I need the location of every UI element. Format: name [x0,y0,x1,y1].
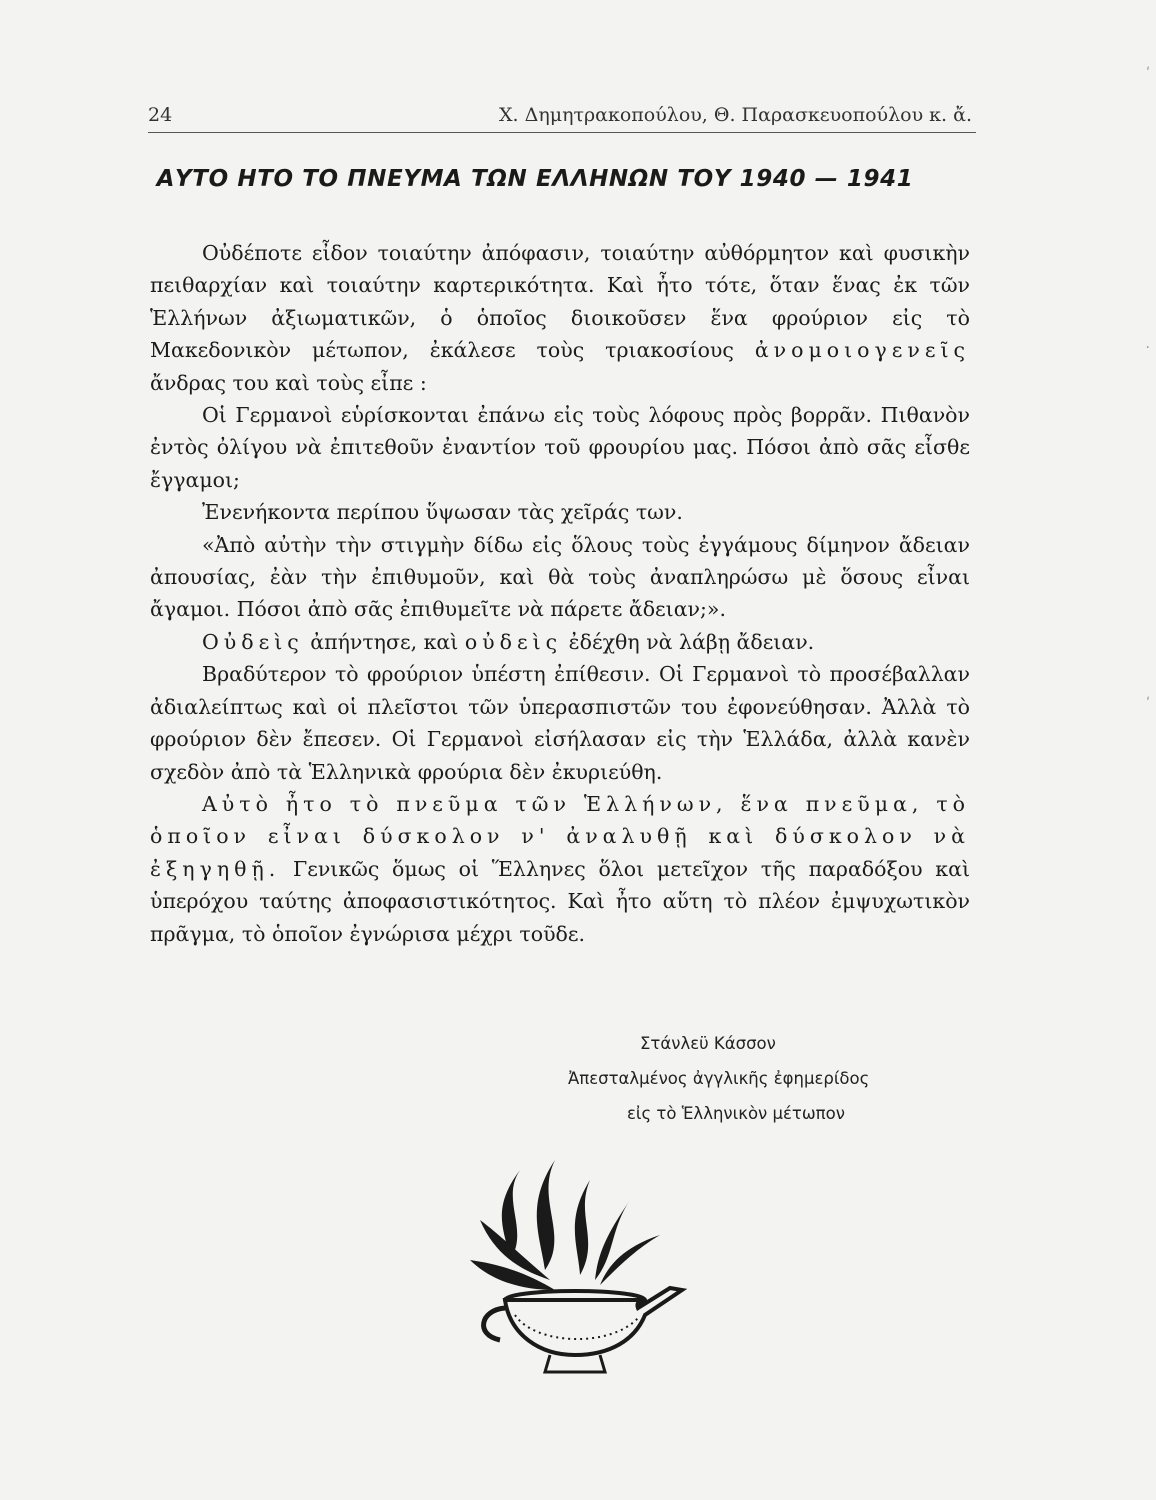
spaced-word: Οὐδεὶς [202,629,304,654]
paragraph-1-end: ἄνδρας του καὶ τοὺς εἶπε : [150,370,427,395]
paragraph-4: «Ἀπὸ αὐτὴν τὴν στιγμὴν δίδω εἰς ὅλους τοὺς ἐγγάμους δίμηνον ἄδειαν ἀπουσίας, ἐὰν τὴν ἐπιθυμοῦν, καὶ θὰ τοὺς ἀναπληρώσω μὲ ὅσους εἶναι ἄγαμοι. Πόσοι ἀπὸ σᾶς ἐπιθυμεῖτε νὰ πάρετε ἄδειαν;». [150,532,970,622]
page-header [148,102,976,133]
signature-name: Στάνλεϋ Κάσσον [640,1034,776,1053]
paragraph-1-text: Οὐδέποτε εἶδον τοιαύτην ἀπόφασιν, τοιαύτην αὐθόρμητον καὶ φυσικὴν πειθαρχίαν καὶ τοιαύτην καρτερικότητα. Καὶ ἦτο τότε, ὅταν ἕνας ἐκ τῶν Ἑλλήνων ἀξιωματικῶν, ὁ ὁποῖος διοικοῦσεν ἕνα φρούριον εἰς τὸ Μακεδονικὸν μέτωπον, ἐκάλεσε τοὺς τριακοσίους [150,241,970,363]
margin-mark: ʹ [1146,696,1150,712]
article-body [150,237,970,950]
paragraph-7-text: Γενικῶς ὅμως οἱ Ἕλληνες ὅλοι μετεῖχον τῆς παραδόξου καὶ ὑπερόχου ταύτης ἀποφασιστικότητος. Καὶ ἦτο αὕτη τὸ πλέον ἐμψυχωτικὸν πρᾶγμα, τὸ ὁποῖον ἐγνώρισα μέχρι τοῦδε. [150,856,970,946]
oil-lamp-icon [460,1150,690,1390]
paragraph-1 [150,237,970,399]
margin-mark: ʹ [1146,66,1150,82]
signature-role: Ἀπεσταλμένος ἀγγλικῆς ἐφημερίδος [568,1069,870,1088]
spaced-sentence: Αὐτὸ ἦτο τὸ πνεῦμα τῶν Ἑλλήνων, ἕνα πνεῦμα, τὸ ὁποῖον εἶναι δύσκολον ν' ἀναλυθῇ καὶ δύσκολον νὰ ἐξηγηθῇ. [150,791,970,881]
paragraph-5-end: ἐδέχθη νὰ λάβῃ ἄδειαν. [568,629,815,654]
article-title: ΑΥΤΟ ΗΤΟ ΤΟ ΠΝΕΥΜΑ ΤΩΝ ΕΛΛΗΝΩΝ ΤΟΥ 1940 — 1941 [156,166,914,192]
page-number: 24 [148,104,173,126]
spaced-word: ἀνομοιογενεῖς [754,338,970,363]
paragraph-5-text: ἀπήντησε, καὶ [310,629,459,654]
paragraph-7 [150,788,970,950]
running-title: Χ. Δημητρακοπούλου, Θ. Παρασκευοπούλου κ. ἄ. [499,104,972,126]
signature-front: εἰς τὸ Ἑλληνικὸν μέτωπον [627,1104,845,1123]
paragraph-5 [150,626,970,658]
spaced-word: οὐδεὶς [464,629,563,654]
margin-mark: · [1145,340,1150,356]
paragraph-6: Βραδύτερον τὸ φρούριον ὑπέστη ἐπίθεσιν. Οἱ Γερμανοὶ τὸ προσέβαλλαν ἀδιαλείπτως καὶ οἱ πλεῖστοι τῶν ὑπερασπιστῶν του ἐφονεύθησαν. Ἀλλὰ τὸ φρούριον δὲν ἔπεσεν. Οἱ Γερμανοὶ εἰσήλασαν εἰς τὴν Ἑλλάδα, ἀλλὰ κανὲν σχεδὸν ἀπὸ τὰ Ἑλληνικὰ φρούρια δὲν ἐκυριεύθη. [150,662,970,784]
paragraph-2: Οἱ Γερμανοὶ εὑρίσκονται ἐπάνω εἰς τοὺς λόφους πρὸς βορρᾶν. Πιθανὸν ἐντὸς ὀλίγου νὰ ἐπιτεθοῦν ἐναντίον τοῦ φρουρίου μας. Πόσοι ἀπὸ σᾶς εἶσθε ἔγγαμοι; [150,403,970,492]
paragraph-3: Ἐνενήκοντα περίπου ὕψωσαν τὰς χεῖράς των. [202,500,683,525]
